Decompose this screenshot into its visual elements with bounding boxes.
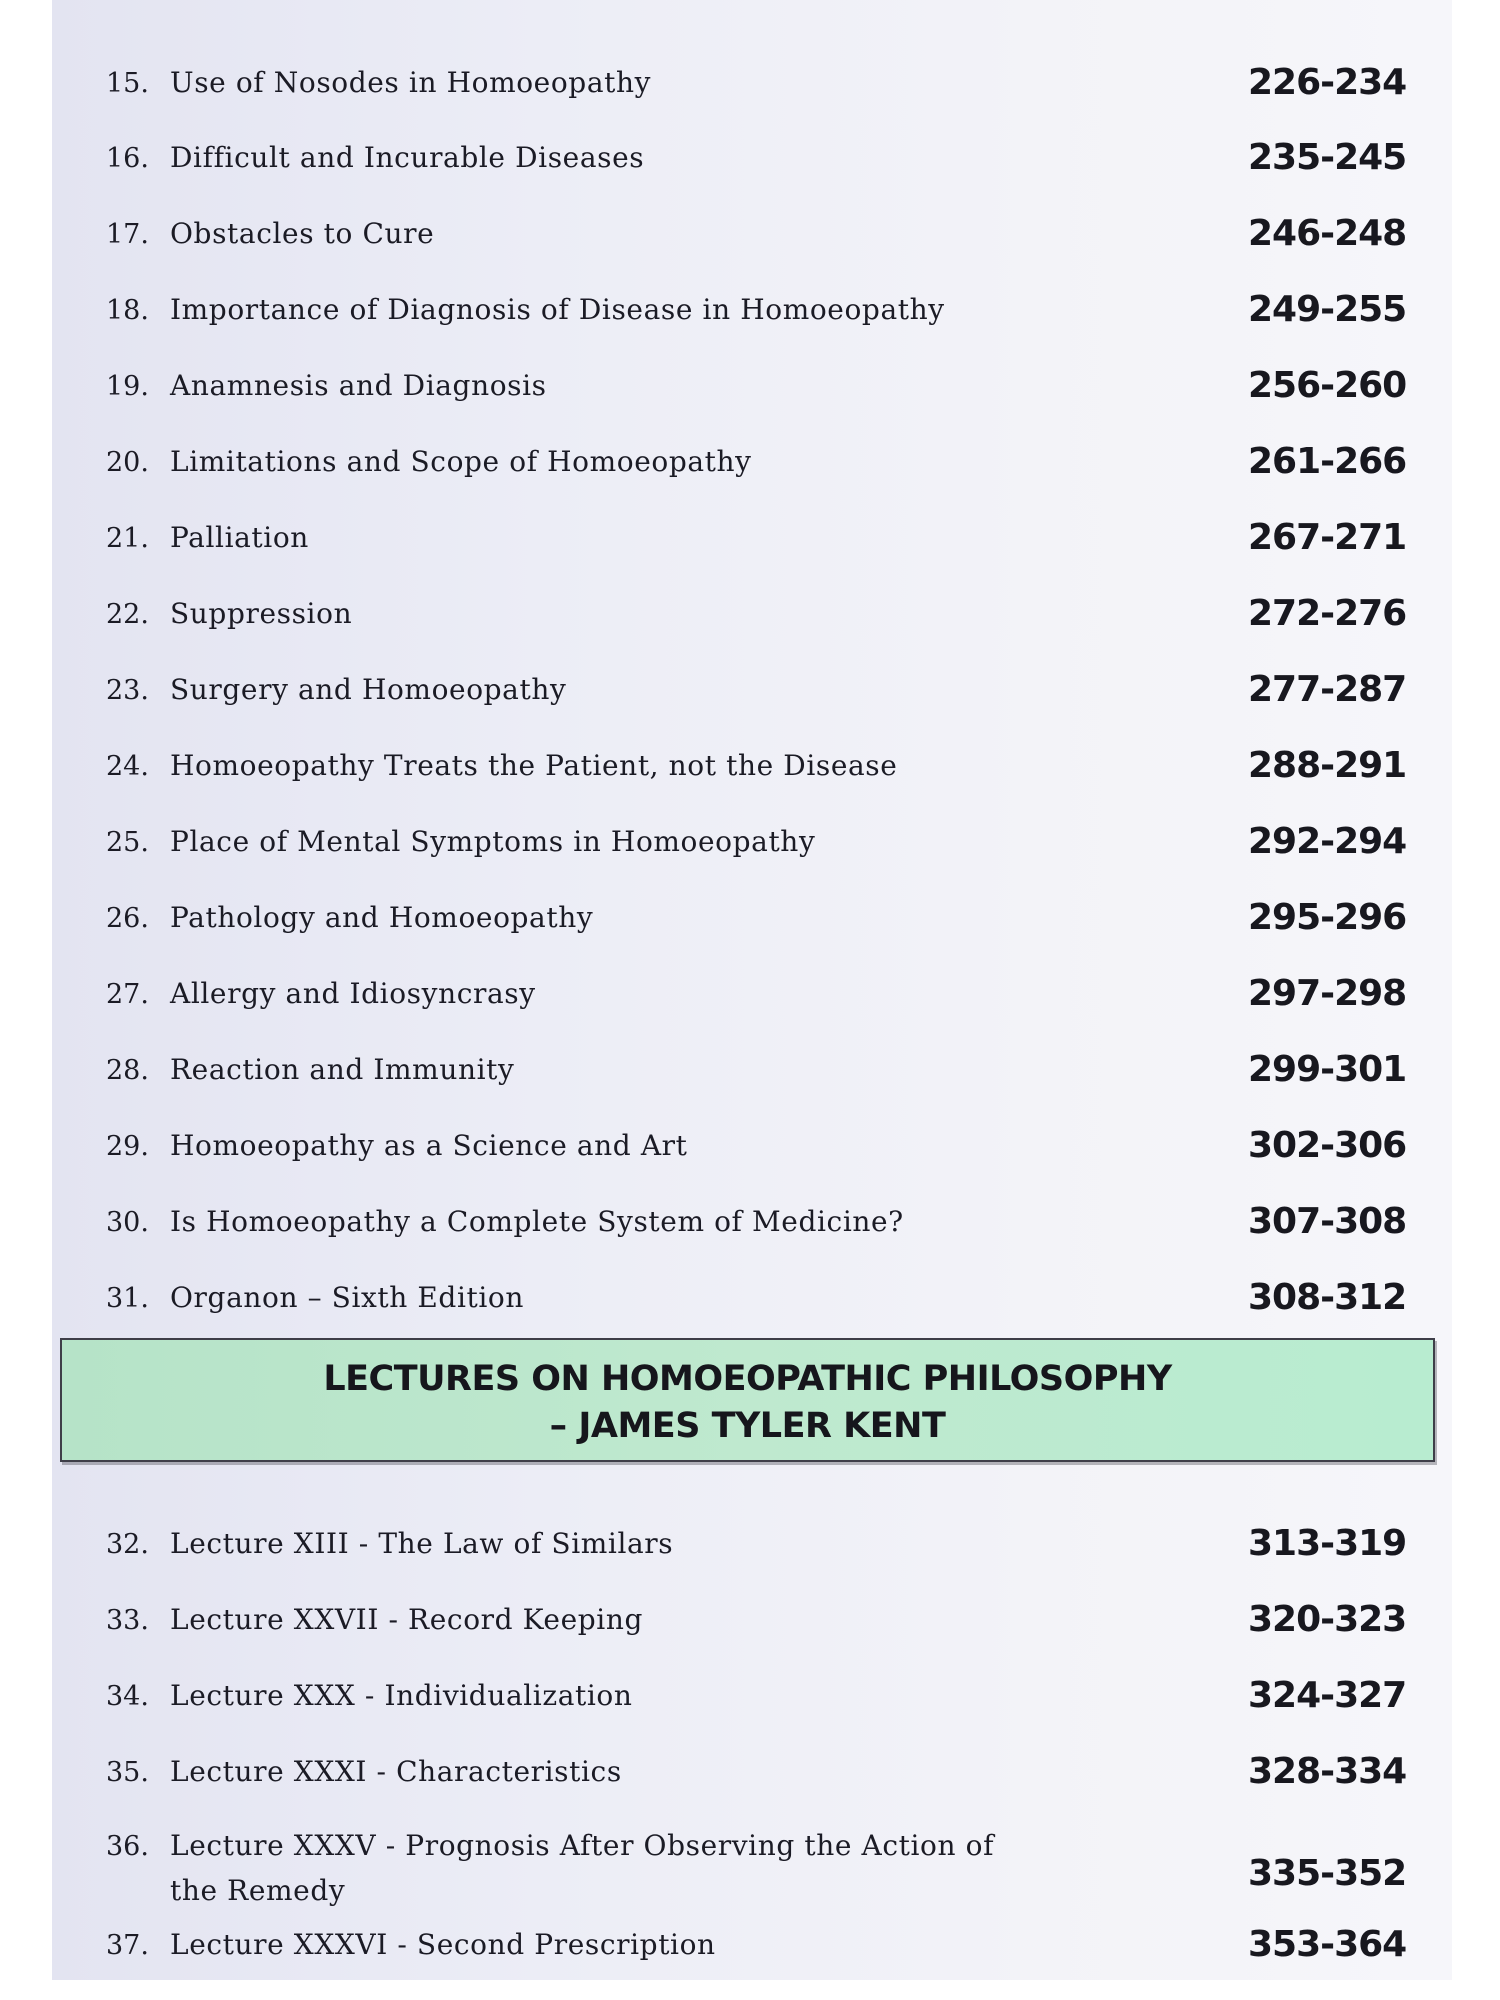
entry-pages: 277-287 [1248,669,1407,710]
entry-title: Lecture XXVII - Record Keeping [170,1603,643,1636]
entry-number: 33. [106,1605,149,1636]
toc-entry [52,52,1452,112]
entry-number: 18. [106,295,149,326]
entry-number: 21. [106,523,149,554]
toc-entry [52,1115,1452,1175]
entry-number: 15. [106,68,149,99]
toc-entry [52,1039,1452,1099]
entry-title: Is Homoeopathy a Complete System of Medicine? [170,1205,904,1238]
toc-entry [52,583,1452,643]
toc-entry [52,355,1452,415]
entry-title: Place of Mental Symptoms in Homoeopathy [170,825,816,858]
toc-entry [52,1267,1452,1327]
toc-entry [52,735,1452,795]
entry-title: Reaction and Immunity [170,1053,515,1086]
entry-title: Pathology and Homoeopathy [170,901,594,934]
toc-entry [52,887,1452,947]
book-page [52,0,1452,1980]
entry-title: Allergy and Idiosyncrasy [170,977,536,1010]
entry-number: 28. [106,1055,149,1086]
entry-number: 26. [106,903,149,934]
entry-pages: 256-260 [1248,365,1407,406]
toc-entry [52,431,1452,491]
entry-title: Lecture XXXV - Prognosis After Observing the Action of the Remedy [170,1829,995,1907]
entry-title: Obstacles to Cure [170,217,435,250]
entry-number: 37. [106,1930,149,1961]
entry-number: 25. [106,827,149,858]
entry-number: 19. [106,371,149,402]
toc-entry [52,811,1452,871]
entry-pages: 313-319 [1248,1523,1407,1564]
entry-pages: 235-245 [1248,137,1407,178]
toc-entry [52,1741,1452,1801]
toc-entry [52,1914,1452,1974]
entry-pages: 308-312 [1248,1277,1407,1318]
entry-title: Difficult and Incurable Diseases [170,141,645,174]
entry-number: 27. [106,979,149,1010]
entry-pages: 249-255 [1248,289,1407,330]
entry-title: Organon – Sixth Edition [170,1281,525,1314]
toc-entry [52,1513,1452,1573]
entry-pages: 335-352 [1248,1853,1407,1894]
entry-pages: 292-294 [1248,821,1407,862]
entry-number: 30. [106,1207,149,1238]
toc-entry [52,1191,1452,1251]
toc-entry [52,1589,1452,1649]
entry-pages: 226-234 [1248,62,1407,103]
entry-title: Surgery and Homoeopathy [170,673,567,706]
entry-pages: 324-327 [1248,1675,1407,1716]
toc-entry [52,1815,1452,1905]
entry-number: 36. [106,1831,149,1862]
toc-entry [52,507,1452,567]
entry-title: Homoeopathy as a Science and Art [170,1129,688,1162]
entry-number: 16. [106,143,149,174]
entry-pages: 302-306 [1248,1125,1407,1166]
toc-entry [52,127,1452,187]
entry-number: 24. [106,751,149,782]
entry-pages: 320-323 [1248,1599,1407,1640]
entry-pages: 295-296 [1248,897,1407,938]
entry-pages: 246-248 [1248,213,1407,254]
entry-pages: 297-298 [1248,973,1407,1014]
entry-number: 35. [106,1757,149,1788]
entry-pages: 353-364 [1248,1924,1407,1965]
entry-title: Lecture XIII - The Law of Similars [170,1527,674,1560]
entry-title: Lecture XXX - Individualization [170,1679,633,1712]
entry-title: Use of Nosodes in Homoeopathy [170,66,652,99]
toc-entry [52,659,1452,719]
entry-pages: 328-334 [1248,1751,1407,1792]
entry-title: Anamnesis and Diagnosis [170,369,547,402]
entry-title: Suppression [170,597,353,630]
entry-pages: 272-276 [1248,593,1407,634]
toc-entry [52,1665,1452,1725]
toc-entry [52,203,1452,263]
entry-number: 32. [106,1529,149,1560]
entry-number: 23. [106,675,149,706]
entry-number: 20. [106,447,149,478]
entry-number: 17. [106,219,149,250]
entry-number: 31. [106,1283,149,1314]
entry-title: Lecture XXXVI - Second Prescription [170,1928,716,1961]
entry-title: Importance of Diagnosis of Disease in Homoeopathy [170,293,945,326]
section-heading-title: LECTURES ON HOMOEOPATHIC PHILOSOPHY [323,1359,1172,1399]
entry-number: 29. [106,1131,149,1162]
entry-title: Homoeopathy Treats the Patient, not the Disease [170,749,898,782]
entry-title: Palliation [170,521,309,554]
toc-entry [52,963,1452,1023]
toc-entry [52,279,1452,339]
entry-title: Lecture XXXI - Characteristics [170,1755,622,1788]
entry-number: 34. [106,1681,149,1712]
entry-pages: 307-308 [1248,1201,1407,1242]
entry-pages: 288-291 [1248,745,1407,786]
entry-title: Limitations and Scope of Homoeopathy [170,445,752,478]
entry-pages: 267-271 [1248,517,1407,558]
entry-number: 22. [106,599,149,630]
entry-pages: 261-266 [1248,441,1407,482]
section-heading-banner [60,1338,1435,1462]
section-heading-author: – JAMES TYLER KENT [549,1406,946,1446]
entry-pages: 299-301 [1248,1049,1407,1090]
